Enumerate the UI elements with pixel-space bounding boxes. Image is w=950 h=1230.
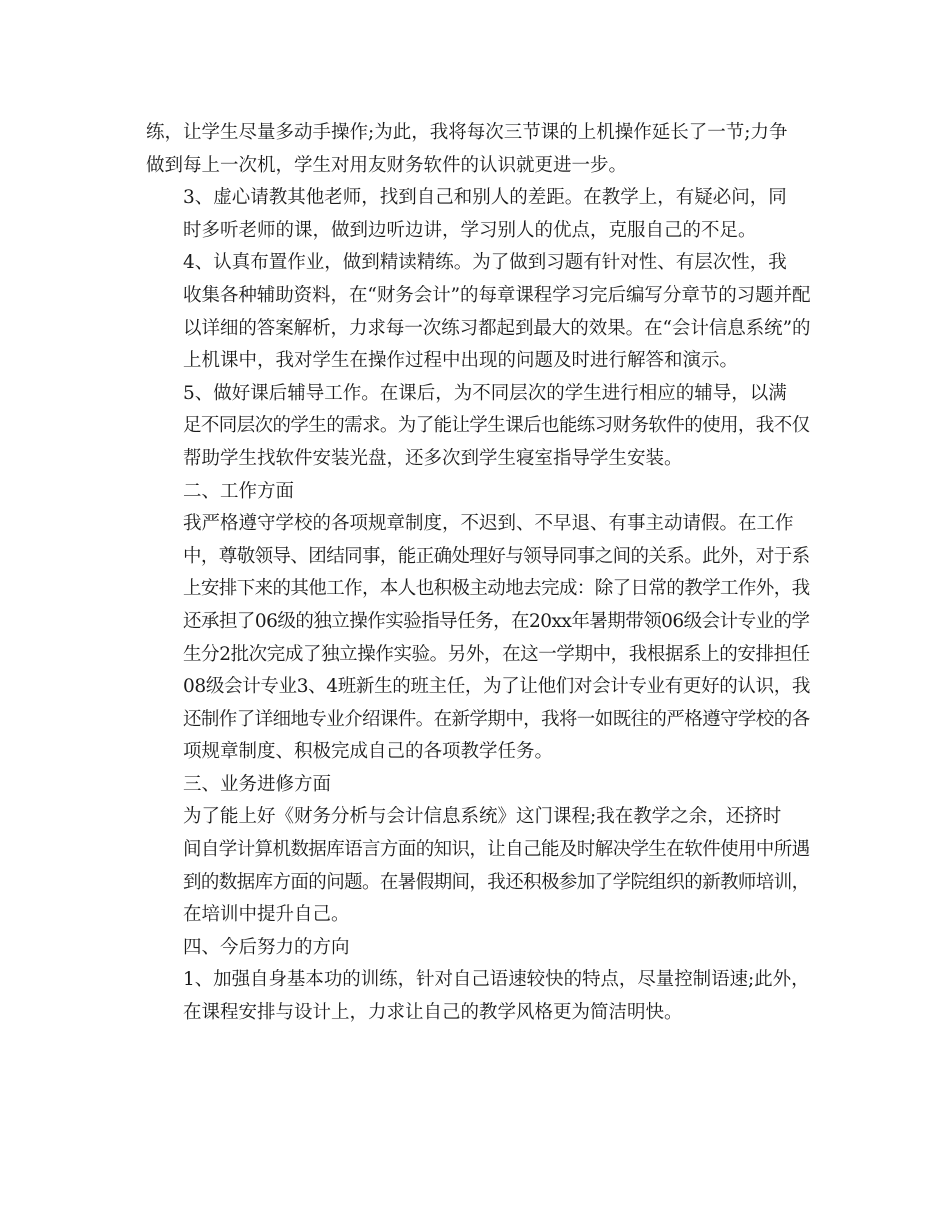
text-line: 3、虚心请教其他老师，找到自己和别人的差距。在教学上，有疑必问，同 [183, 187, 787, 209]
text-line: 时多听老师的课，做到边听边讲，学习别人的优点，克服自己的不足。 [183, 219, 757, 241]
text-line: 还承担了06级的独立操作实验指导任务，在20xx年暑期带领06级会计专业的学 [183, 610, 810, 632]
text-line: 在课程安排与设计上，力求让自己的教学风格更为简洁明快。 [183, 1002, 683, 1024]
text-line: 四、今后努力的方向 [183, 936, 350, 958]
text-line: 为了能上好《财务分析与会计信息系统》这门课程;我在教学之余，还挤时 [183, 806, 782, 828]
paragraph [146, 508, 810, 769]
text-line: 做到每上一次机，学生对用友财务软件的认识就更进一步。 [146, 154, 628, 176]
text-line: 足不同层次的学生的需求。为了能让学生课后也能练习财务软件的使用，我不仅 [183, 415, 810, 437]
text-line: 帮助学生找软件安装光盘，还多次到学生寝室指导学生安装。 [183, 447, 683, 469]
paragraph [146, 964, 810, 1029]
paragraph [146, 932, 810, 965]
text-line: 08级会计专业3、4班新生的班主任，为了让他们对会计专业有更好的认识，我 [183, 676, 811, 698]
text-line: 还制作了详细地专业介绍课件。在新学期中，我将一如既往的严格遵守学校的各 [183, 708, 810, 730]
paragraph [146, 117, 810, 182]
text-line: 在培训中提升自己。 [183, 904, 350, 926]
text-line: 到的数据库方面的问题。在暑假期间，我还积极参加了学院组织的新教师培训， [183, 871, 810, 893]
text-line: 三、业务进修方面 [183, 773, 332, 795]
document-body [146, 117, 810, 1030]
text-line: 项规章制度、积极完成自己的各项教学任务。 [183, 741, 554, 763]
paragraph [146, 247, 810, 377]
text-line: 5、做好课后辅导工作。在课后，为不同层次的学生进行相应的辅导，以满 [183, 382, 787, 404]
paragraph [146, 769, 810, 802]
text-line: 上安排下来的其他工作，本人也积极主动地去完成：除了日常的教学工作外，我 [183, 578, 810, 600]
text-line: 生分2批次完成了独立操作实验。另外，在这一学期中，我根据系上的安排担任 [183, 643, 810, 665]
text-line: 上机课中，我对学生在操作过程中出现的问题及时进行解答和演示。 [183, 350, 739, 372]
paragraph [146, 476, 810, 509]
text-line: 收集各种辅助资料，在“财务会计”的每章课程学习完后编写分章节的习题并配 [183, 284, 811, 306]
text-line: 4、认真布置作业，做到精读精练。为了做到习题有针对性、有层次性，我 [183, 252, 787, 274]
text-line: 我严格遵守学校的各项规章制度，不迟到、不早退、有事主动请假。在工作 [183, 513, 794, 535]
text-line: 练，让学生尽量多动手操作;为此，我将每次三节课的上机操作延长了一节;力争 [146, 122, 788, 143]
text-line: 以详细的答案解析，力求每一次练习都起到最大的效果。在“会计信息系统”的 [183, 317, 811, 339]
paragraph [146, 378, 810, 476]
text-line: 中，尊敬领导、团结同事，能正确处理好与领导同事之间的关系。此外，对于系 [183, 545, 810, 567]
paragraph [146, 182, 810, 247]
text-line: 二、工作方面 [183, 480, 295, 502]
text-line: 1、加强自身基本功的训练，针对自己语速较快的特点，尽量控制语速;此外， [183, 969, 810, 991]
text-line: 间自学计算机数据库语言方面的知识，让自己能及时解决学生在软件使用中所遇 [183, 839, 810, 861]
paragraph [146, 801, 810, 931]
